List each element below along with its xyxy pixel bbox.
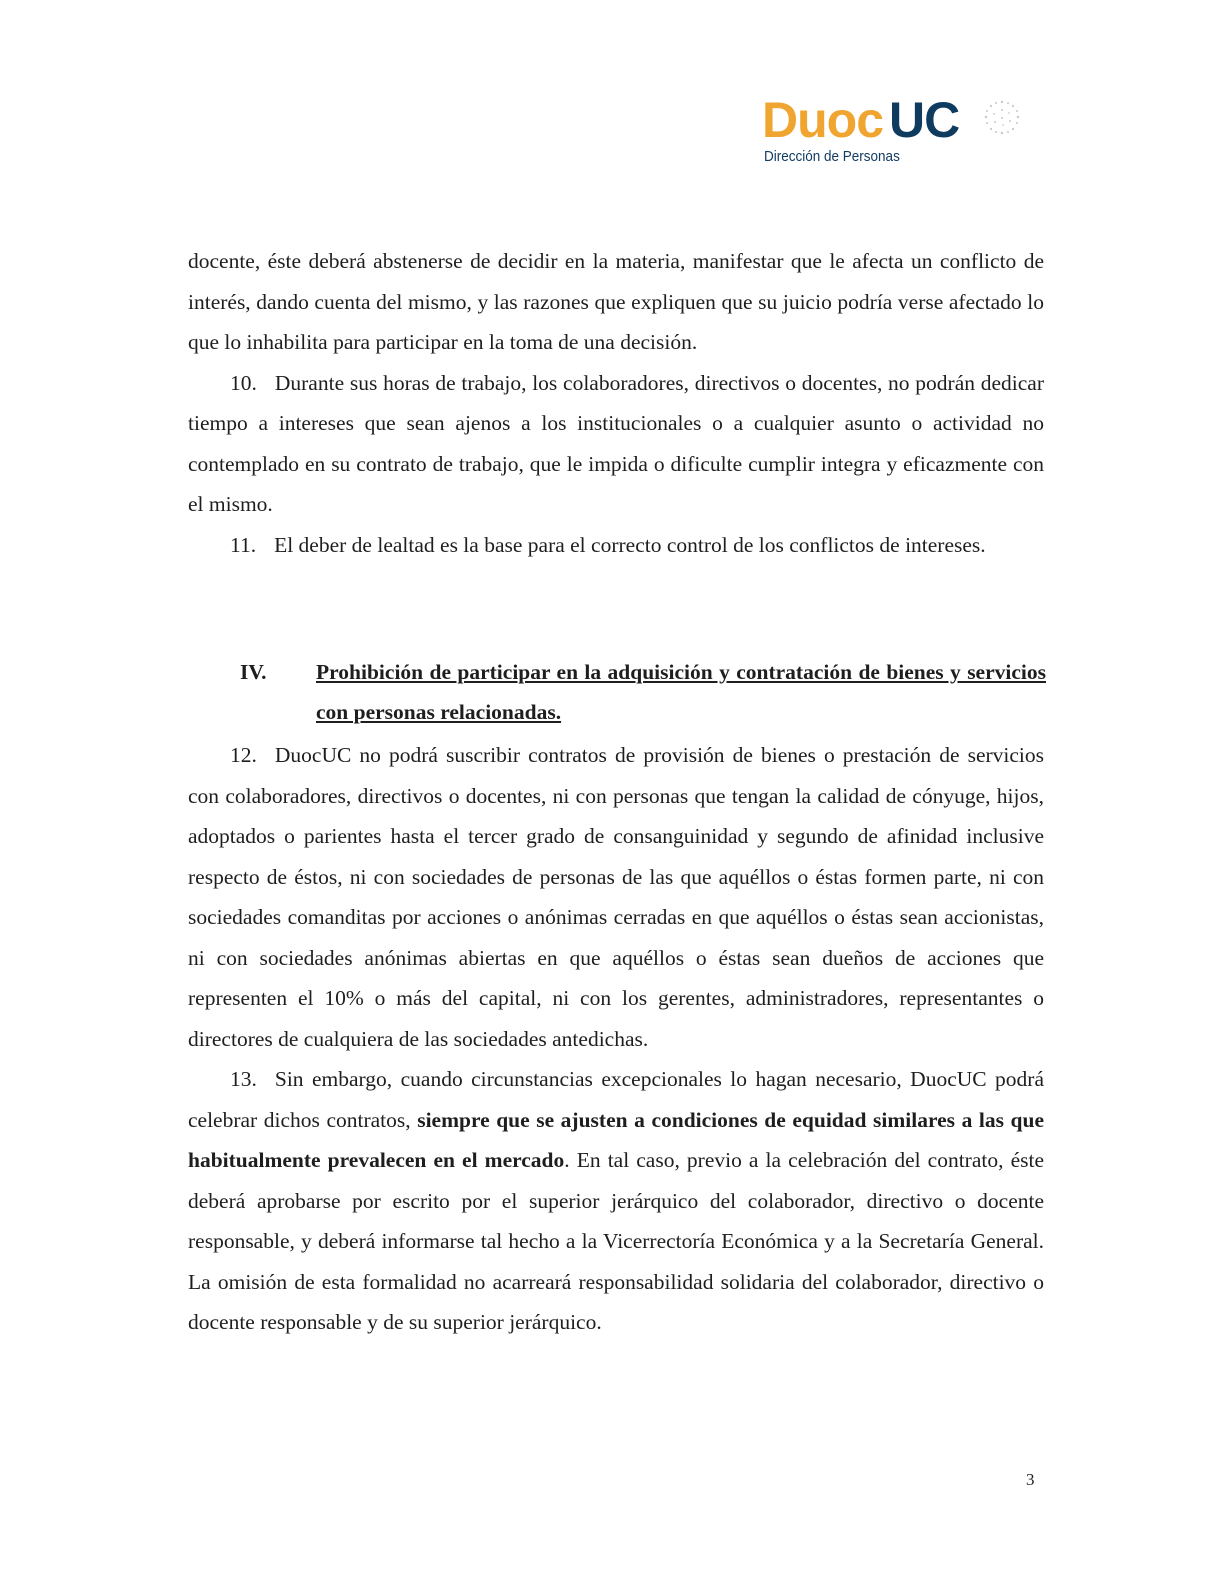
- paragraph-number: 13.: [230, 1067, 257, 1091]
- paragraph-number: 11.: [230, 532, 257, 557]
- paragraph-text: DuocUC no podrá suscribir contratos de provisión de bienes o prestación de servicios con colaboradores, directivos o docentes, ni con personas que tengan la calidad de cónyuge, hijos, adoptados o parientes hasta el tercer grado de consanguinidad y segundo de afinidad inclusive respecto de éstos, ni con sociedades de personas de las que aquéllos o éstas formen parte, ni con sociedades comanditas por acciones o anónimas cerradas en que aquéllos o éstas sean accionistas, ni con sociedades anónimas abiertas en que aquéllos o éstas sean dueños de acciones que representen el 10% o más del capital, ni con los gerentes, administradores, representantes o directores de cualquiera de las sociedades antedichas.: [188, 743, 1044, 1051]
- paragraph-text-a: Sin embargo, cuando circunstancias excepcionales lo hagan necesario, DuocUC podrá celebrar dichos contratos,: [188, 1067, 1044, 1132]
- section-heading: [240, 652, 1046, 732]
- paragraph-10: [188, 363, 1044, 525]
- paragraph-11: [188, 525, 1044, 566]
- paragraph-text-b: . En tal caso, previo a la celebración del contrato, éste deberá aprobarse por escrito por el superior jerárquico del colaborador, directivo o docente responsable, y deberá informarse tal hecho a la Vicerrectoría Económica y a la Secretaría General. La omisión de esta formalidad no acarreará responsabilidad solidaria del colaborador, directivo o docente responsable y de su superior jerárquico.: [188, 1148, 1044, 1334]
- section-title: Prohibición de participar en la adquisición y contratación de bienes y servicios con personas relacionadas.: [316, 660, 1046, 724]
- logo-uc-text: UC: [889, 92, 960, 148]
- paragraph-text-bold: siempre que se ajusten a condiciones de equidad similares a las que habitualmente prevalecen en el mercado: [188, 1107, 1044, 1172]
- logo-subtitle: Dirección de Personas: [764, 148, 900, 165]
- paragraph-block-2: [188, 735, 1044, 1343]
- page-number: 3: [1026, 1470, 1035, 1489]
- paragraph-12: [188, 735, 1044, 1059]
- paragraph-number: 12.: [230, 743, 257, 767]
- paragraph-number: 10.: [230, 370, 257, 395]
- paragraph-block-1: [188, 241, 1044, 565]
- logo-duoc-text: Duoc: [762, 92, 883, 148]
- paragraph-13: [188, 1059, 1044, 1343]
- paragraph-continuation: docente, éste deberá abstenerse de decidir en la materia, manifestar que le afecta un conflicto de interés, dando cuenta del mismo, y las razones que expliquen que su juicio podría verse afectado lo que lo inhabilita para participar en la toma de una decisión.: [188, 249, 1044, 354]
- duoc-uc-logo: [762, 92, 1032, 172]
- paragraph-text: Durante sus horas de trabajo, los colaboradores, directivos o docentes, no podrán dedicar tiempo a intereses que sean ajenos a los institucionales o a cualquier asunto o actividad no contemplado en su contrato de trabajo, que le impida o dificulte cumplir integra y eficazmente con el mismo.: [188, 370, 1044, 516]
- section-number: IV.: [240, 660, 267, 684]
- paragraph-text: El deber de lealtad es la base para el correcto control de los conflictos de intereses.: [274, 532, 986, 557]
- globe-dots-icon: [980, 96, 1024, 140]
